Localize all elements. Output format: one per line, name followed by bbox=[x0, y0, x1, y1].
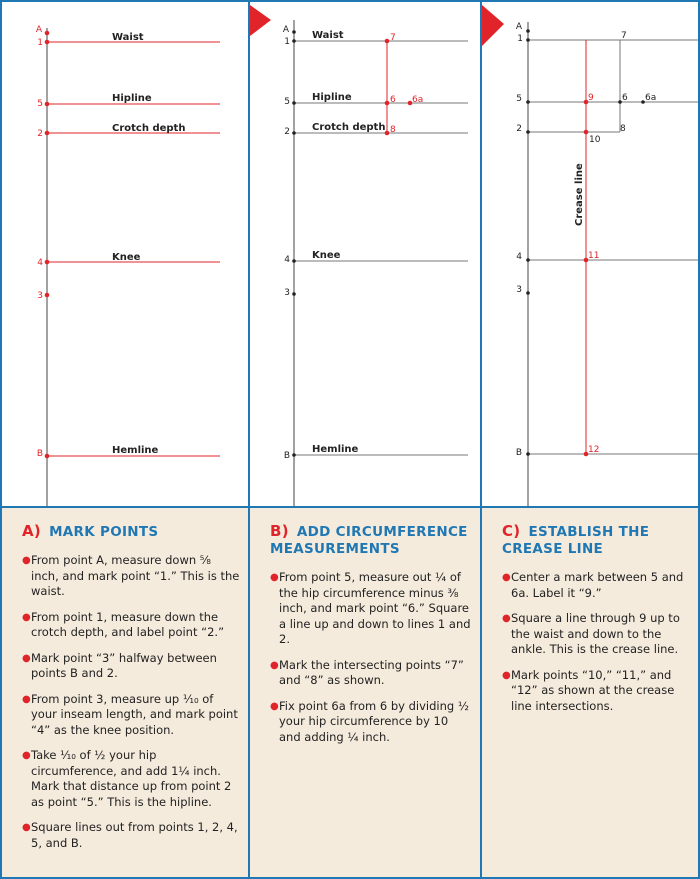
panel-b-heading-line2: MEASUREMENTS bbox=[270, 541, 400, 557]
hipline-label: Hipline bbox=[112, 93, 152, 104]
panel-a-heading: MARK POINTS bbox=[49, 524, 159, 540]
point-4-dot bbox=[292, 259, 296, 263]
point-1-dot bbox=[526, 38, 530, 42]
point-4-dot bbox=[526, 258, 530, 262]
point-2-dot bbox=[526, 130, 530, 134]
point-2-label: 2 bbox=[516, 124, 522, 134]
point-b-label: B bbox=[515, 448, 522, 458]
point-8-label: 8 bbox=[620, 124, 626, 134]
panel-a-steps bbox=[2, 553, 248, 851]
point-7-label: 7 bbox=[390, 33, 396, 43]
point-2-dot bbox=[292, 131, 296, 135]
point-a-label: A bbox=[35, 25, 42, 35]
point-9-label: 9 bbox=[588, 93, 594, 103]
point-b-label: B bbox=[283, 451, 290, 461]
panel-c-diagram bbox=[482, 5, 700, 506]
hemline-label: Hemline bbox=[112, 445, 159, 456]
panel-b-letter: B) bbox=[270, 522, 289, 540]
knee-label: Knee bbox=[112, 252, 141, 263]
point-1-dot bbox=[292, 39, 296, 43]
panel-b-title bbox=[270, 523, 480, 558]
point-4-label: 4 bbox=[284, 255, 290, 265]
step-item: ● Center a mark between 5 and 6a. Label it “9.” bbox=[502, 570, 684, 600]
point-5-label: 5 bbox=[37, 99, 43, 109]
point-a-dot bbox=[45, 31, 50, 36]
point-b-dot bbox=[292, 453, 296, 457]
panel-a-letter: A) bbox=[22, 522, 42, 540]
point-3-dot bbox=[526, 291, 530, 295]
knee-label: Knee bbox=[312, 250, 341, 261]
point-10-dot bbox=[584, 130, 589, 135]
point-6-dot bbox=[385, 101, 390, 106]
point-6a-label: 6a bbox=[645, 93, 657, 103]
point-6a-label: 6a bbox=[412, 95, 424, 105]
corner-marker bbox=[250, 5, 271, 36]
step-item: ● Mark points “10,” “11,” and “12” as shown at the crease line intersections. bbox=[502, 667, 675, 713]
panel-b-steps bbox=[250, 570, 480, 745]
point-b-dot bbox=[526, 452, 530, 456]
point-1-label: 1 bbox=[517, 34, 523, 44]
point-1-label: 1 bbox=[37, 38, 43, 48]
point-3-dot bbox=[45, 293, 50, 298]
panel-c-steps bbox=[482, 570, 700, 714]
step-item: ● From point A, measure down ⅝ inch, and mark point “1.” This is the waist. bbox=[22, 553, 240, 598]
step-item: ● From point 5, measure out ¼ of the hip circumference minus ⅜ inch, and mark point “6.” Square a line up and down to lines 1 and 2. bbox=[270, 570, 471, 646]
point-7-label: 7 bbox=[621, 31, 627, 41]
step-item: ● Take ⅒ of ½ your hip circumference, and add 1¼ inch. Mark that distance up from point 2 as point “5.” This is the hipline. bbox=[22, 748, 232, 809]
point-b-label: B bbox=[36, 449, 43, 459]
step-item: ● Mark the intersecting points “7” and “8” as shown. bbox=[270, 657, 464, 687]
point-3-label: 3 bbox=[516, 285, 522, 295]
point-4-label: 4 bbox=[37, 258, 43, 268]
waist-label: Waist bbox=[312, 30, 344, 41]
panel-a-diagram bbox=[36, 25, 220, 506]
point-b-dot bbox=[45, 454, 50, 459]
point-3-label: 3 bbox=[284, 288, 290, 298]
step-item: ● From point 1, measure down the crotch depth, and label point “2.” bbox=[22, 609, 225, 639]
point-5-dot bbox=[45, 102, 50, 107]
point-1-label: 1 bbox=[284, 37, 290, 47]
point-6-label: 6 bbox=[622, 93, 628, 103]
panel-b-diagram bbox=[250, 5, 468, 506]
point-12-label: 12 bbox=[588, 445, 600, 455]
step-item: ● Square a line through 9 up to the waist and down to the ankle. This is the crease line. bbox=[502, 611, 680, 656]
point-10-label: 10 bbox=[589, 135, 601, 145]
point-a-label: A bbox=[515, 22, 522, 32]
instruction-panel-c bbox=[482, 507, 700, 879]
point-5-label: 5 bbox=[516, 94, 522, 104]
point-5-label: 5 bbox=[284, 97, 290, 107]
point-3-dot bbox=[292, 292, 296, 296]
point-3-label: 3 bbox=[37, 291, 43, 301]
corner-marker bbox=[482, 5, 504, 46]
step-item: ● Square lines out from points 1, 2, 4, 5, and B. bbox=[22, 820, 238, 850]
point-4-dot bbox=[45, 260, 50, 265]
step-item: ● Mark point “3” halfway between points B and 2. bbox=[22, 650, 217, 680]
panel-c-title bbox=[502, 523, 700, 558]
crotch-depth-label: Crotch depth bbox=[312, 122, 386, 133]
instruction-panel-a bbox=[2, 507, 248, 879]
point-6-label: 6 bbox=[390, 95, 396, 105]
instruction-panel-b bbox=[250, 507, 480, 879]
crease-line-label: Crease line bbox=[574, 163, 585, 226]
hemline-label: Hemline bbox=[312, 444, 359, 455]
waist-label: Waist bbox=[112, 32, 144, 43]
crotch-depth-label: Crotch depth bbox=[112, 123, 186, 134]
step-item: ● From point 3, measure up ⅒ of your inseam length, and mark point “4” as the knee position. bbox=[22, 691, 238, 737]
panel-c-letter: C) bbox=[502, 522, 521, 540]
point-2-label: 2 bbox=[37, 129, 43, 139]
point-2-label: 2 bbox=[284, 127, 290, 137]
point-5-dot bbox=[292, 101, 296, 105]
panel-c-heading-line1: ESTABLISH THE bbox=[528, 524, 650, 540]
point-a-label: A bbox=[282, 25, 289, 35]
point-4-label: 4 bbox=[516, 252, 522, 262]
point-a-dot bbox=[526, 29, 530, 33]
point-1-dot bbox=[45, 40, 50, 45]
point-2-dot bbox=[45, 131, 50, 136]
step-item: ● Fix point 6a from 6 by dividing ½ your hip circumference by 10 and adding ¼ inch. bbox=[270, 698, 469, 744]
hipline-label: Hipline bbox=[312, 92, 352, 103]
point-5-dot bbox=[526, 100, 530, 104]
point-11-label: 11 bbox=[588, 251, 600, 261]
panel-a-title bbox=[22, 523, 248, 541]
panel-c-heading-line2: CREASE LINE bbox=[502, 541, 604, 557]
point-a-dot bbox=[292, 30, 296, 34]
point-8-label: 8 bbox=[390, 125, 396, 135]
panel-b-heading-line1: ADD CIRCUMFERENCE bbox=[296, 524, 468, 540]
point-7-dot bbox=[385, 39, 390, 44]
